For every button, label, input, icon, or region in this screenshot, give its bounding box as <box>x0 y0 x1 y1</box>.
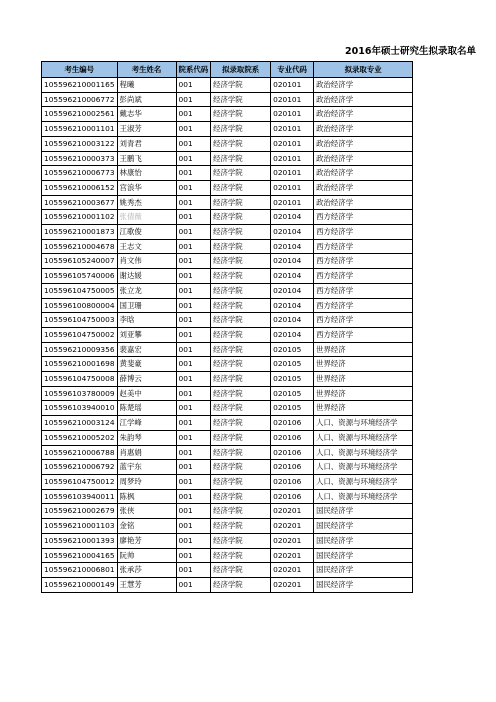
cell-candidate-name: 裴嘉宏 <box>117 342 176 357</box>
cell-candidate-name: 姚秀杰 <box>117 195 176 210</box>
cell-candidate-name: 周梦玲 <box>117 474 176 489</box>
cell-major: 政治经济学 <box>314 107 413 122</box>
table-row <box>42 460 413 475</box>
cell-candidate-id: 105596210000149 <box>42 577 118 592</box>
cell-major-code: 020104 <box>271 239 314 254</box>
cell-department-code: 001 <box>176 269 211 284</box>
cell-candidate-name: 阮帅 <box>117 548 176 563</box>
table-row <box>42 283 413 298</box>
table-row <box>42 548 413 563</box>
cell-candidate-name: 李晗 <box>117 313 176 328</box>
table-row <box>42 563 413 578</box>
cell-department: 经济学院 <box>211 269 271 284</box>
cell-department-code: 001 <box>176 548 211 563</box>
cell-department: 经济学院 <box>211 504 271 519</box>
cell-department: 经济学院 <box>211 460 271 475</box>
table-row <box>42 342 413 357</box>
cell-major: 西方经济学 <box>314 313 413 328</box>
cell-major: 国民经济学 <box>314 577 413 592</box>
cell-department: 经济学院 <box>211 254 271 269</box>
cell-candidate-id: 105596104750012 <box>42 474 118 489</box>
cell-department-code: 001 <box>176 386 211 401</box>
cell-candidate-id: 105596210004678 <box>42 239 118 254</box>
cell-candidate-name: 林康怡 <box>117 166 176 181</box>
cell-department-code: 001 <box>176 577 211 592</box>
cell-department-code: 001 <box>176 372 211 387</box>
table-row <box>42 151 413 166</box>
cell-candidate-id: 105596210000373 <box>42 151 118 166</box>
cell-major-code: 020104 <box>271 210 314 225</box>
cell-department: 经济学院 <box>211 577 271 592</box>
cell-major-code: 020101 <box>271 78 314 93</box>
cell-candidate-id: 105596103780009 <box>42 386 118 401</box>
cell-major: 国民经济学 <box>314 548 413 563</box>
cell-candidate-id: 105596104750008 <box>42 372 118 387</box>
cell-major: 政治经济学 <box>314 136 413 151</box>
table-row <box>42 474 413 489</box>
cell-major: 人口、资源与环境经济学 <box>314 489 413 504</box>
cell-department-code: 001 <box>176 533 211 548</box>
cell-candidate-id: 105596210006788 <box>42 445 118 460</box>
cell-candidate-name: 程曦 <box>117 78 176 93</box>
cell-department-code: 001 <box>176 210 211 225</box>
cell-candidate-name: 王鹏飞 <box>117 151 176 166</box>
table-row <box>42 239 413 254</box>
cell-candidate-id: 105596210001873 <box>42 225 118 240</box>
cell-major: 西方经济学 <box>314 239 413 254</box>
table-row <box>42 327 413 342</box>
cell-department: 经济学院 <box>211 107 271 122</box>
table-row <box>42 180 413 195</box>
table-header-row <box>42 62 413 78</box>
table-row <box>42 78 413 93</box>
cell-major-code: 020101 <box>271 180 314 195</box>
header-major: 拟录取专业 <box>314 62 413 78</box>
cell-candidate-id: 105596210003124 <box>42 416 118 431</box>
cell-major-code: 020106 <box>271 489 314 504</box>
cell-major-code: 020105 <box>271 372 314 387</box>
cell-candidate-id: 105596105740006 <box>42 269 118 284</box>
cell-department-code: 001 <box>176 166 211 181</box>
cell-department: 经济学院 <box>211 136 271 151</box>
cell-major: 国民经济学 <box>314 519 413 534</box>
cell-department-code: 001 <box>176 445 211 460</box>
cell-major-code: 020201 <box>271 577 314 592</box>
cell-major-code: 020104 <box>271 269 314 284</box>
cell-department-code: 001 <box>176 122 211 137</box>
cell-major: 政治经济学 <box>314 166 413 181</box>
cell-major-code: 020101 <box>271 151 314 166</box>
cell-major-code: 020201 <box>271 504 314 519</box>
cell-major: 政治经济学 <box>314 151 413 166</box>
header-candidate-name: 考生姓名 <box>117 62 176 78</box>
cell-major: 西方经济学 <box>314 269 413 284</box>
table-row <box>42 357 413 372</box>
cell-department-code: 001 <box>176 283 211 298</box>
cell-major-code: 020106 <box>271 416 314 431</box>
cell-department: 经济学院 <box>211 445 271 460</box>
cell-department: 经济学院 <box>211 313 271 328</box>
cell-major-code: 020106 <box>271 460 314 475</box>
cell-major: 政治经济学 <box>314 92 413 107</box>
cell-department-code: 001 <box>176 78 211 93</box>
cell-major: 世界经济 <box>314 372 413 387</box>
cell-major-code: 020101 <box>271 136 314 151</box>
cell-candidate-name: 赵美中 <box>117 386 176 401</box>
cell-department: 经济学院 <box>211 416 271 431</box>
table-row <box>42 519 413 534</box>
cell-major: 国民经济学 <box>314 563 413 578</box>
cell-candidate-name: 肖惠娟 <box>117 445 176 460</box>
cell-department: 经济学院 <box>211 563 271 578</box>
cell-major: 政治经济学 <box>314 122 413 137</box>
table-row <box>42 166 413 181</box>
cell-candidate-name: 王志文 <box>117 239 176 254</box>
cell-department-code: 001 <box>176 489 211 504</box>
cell-department-code: 001 <box>176 151 211 166</box>
cell-candidate-id: 105596210003122 <box>42 136 118 151</box>
table-row <box>42 533 413 548</box>
cell-candidate-name: 张倩薇 <box>117 210 176 225</box>
cell-major: 西方经济学 <box>314 210 413 225</box>
cell-department: 经济学院 <box>211 548 271 563</box>
header-candidate-id: 考生编号 <box>42 62 118 78</box>
cell-department: 经济学院 <box>211 430 271 445</box>
cell-major-code: 020101 <box>271 107 314 122</box>
cell-department-code: 001 <box>176 313 211 328</box>
table-row <box>42 298 413 313</box>
cell-candidate-id: 105596210001165 <box>42 78 118 93</box>
cell-department: 经济学院 <box>211 225 271 240</box>
header-department-code: 院系代码 <box>176 62 211 78</box>
cell-candidate-name: 谢达媛 <box>117 269 176 284</box>
cell-candidate-name: 薛博云 <box>117 372 176 387</box>
cell-major: 人口、资源与环境经济学 <box>314 430 413 445</box>
cell-candidate-id: 105596210006801 <box>42 563 118 578</box>
cell-major-code: 020104 <box>271 283 314 298</box>
cell-department: 经济学院 <box>211 401 271 416</box>
cell-department: 经济学院 <box>211 92 271 107</box>
cell-department-code: 001 <box>176 298 211 313</box>
cell-candidate-id: 105596103940010 <box>42 401 118 416</box>
table-row <box>42 269 413 284</box>
cell-candidate-id: 105596210001103 <box>42 519 118 534</box>
table-row <box>42 386 413 401</box>
cell-department-code: 001 <box>176 107 211 122</box>
cell-major-code: 020101 <box>271 166 314 181</box>
cell-department-code: 001 <box>176 430 211 445</box>
table-row <box>42 504 413 519</box>
cell-department: 经济学院 <box>211 195 271 210</box>
cell-department-code: 001 <box>176 254 211 269</box>
cell-candidate-id: 105596210001102 <box>42 210 118 225</box>
header-department: 拟录取院系 <box>211 62 271 78</box>
table-row <box>42 254 413 269</box>
cell-candidate-id: 105596104750002 <box>42 327 118 342</box>
table-row <box>42 107 413 122</box>
cell-department-code: 001 <box>176 563 211 578</box>
cell-major-code: 020105 <box>271 401 314 416</box>
cell-department-code: 001 <box>176 416 211 431</box>
cell-department-code: 001 <box>176 327 211 342</box>
cell-major-code: 020101 <box>271 92 314 107</box>
cell-candidate-name: 王淑芳 <box>117 122 176 137</box>
cell-major-code: 020105 <box>271 386 314 401</box>
cell-department: 经济学院 <box>211 180 271 195</box>
cell-candidate-id: 105596210002679 <box>42 504 118 519</box>
cell-major-code: 020106 <box>271 445 314 460</box>
table-row <box>42 92 413 107</box>
cell-major-code: 020201 <box>271 519 314 534</box>
table-row <box>42 210 413 225</box>
cell-department-code: 001 <box>176 239 211 254</box>
cell-candidate-name: 彭尚斌 <box>117 92 176 107</box>
cell-candidate-name: 陈楚瑶 <box>117 401 176 416</box>
cell-candidate-name: 朱韵琴 <box>117 430 176 445</box>
table-row <box>42 445 413 460</box>
cell-candidate-name: 王慧芳 <box>117 577 176 592</box>
cell-department: 经济学院 <box>211 533 271 548</box>
cell-department-code: 001 <box>176 474 211 489</box>
table-row <box>42 122 413 137</box>
cell-major-code: 020104 <box>271 313 314 328</box>
cell-department: 经济学院 <box>211 386 271 401</box>
cell-department-code: 001 <box>176 357 211 372</box>
page-title: 2016年硕士研究生拟录取名单 <box>345 46 476 57</box>
cell-candidate-id: 105596210001698 <box>42 357 118 372</box>
cell-candidate-name: 江歌俊 <box>117 225 176 240</box>
cell-department: 经济学院 <box>211 489 271 504</box>
cell-candidate-name: 张承莎 <box>117 563 176 578</box>
cell-major-code: 020105 <box>271 342 314 357</box>
cell-candidate-id: 105596105240007 <box>42 254 118 269</box>
cell-major: 西方经济学 <box>314 225 413 240</box>
cell-candidate-id: 105596210003677 <box>42 195 118 210</box>
cell-department: 经济学院 <box>211 327 271 342</box>
cell-department: 经济学院 <box>211 283 271 298</box>
cell-department: 经济学院 <box>211 210 271 225</box>
cell-candidate-name: 江学峰 <box>117 416 176 431</box>
cell-candidate-name: 金铭 <box>117 519 176 534</box>
cell-major: 西方经济学 <box>314 327 413 342</box>
cell-major: 国民经济学 <box>314 504 413 519</box>
table-body <box>42 78 413 593</box>
cell-major-code: 020201 <box>271 533 314 548</box>
cell-major: 政治经济学 <box>314 180 413 195</box>
cell-major: 世界经济 <box>314 386 413 401</box>
cell-major: 政治经济学 <box>314 78 413 93</box>
cell-department: 经济学院 <box>211 78 271 93</box>
cell-candidate-id: 105596210005202 <box>42 430 118 445</box>
cell-candidate-id: 105596104750005 <box>42 283 118 298</box>
cell-major: 西方经济学 <box>314 254 413 269</box>
cell-candidate-name: 张侠 <box>117 504 176 519</box>
cell-major-code: 020104 <box>271 225 314 240</box>
cell-department-code: 001 <box>176 225 211 240</box>
cell-major: 世界经济 <box>314 401 413 416</box>
table-row <box>42 195 413 210</box>
cell-major: 西方经济学 <box>314 298 413 313</box>
table-row <box>42 313 413 328</box>
cell-candidate-name: 廖艳芳 <box>117 533 176 548</box>
cell-candidate-name: 黄斐豪 <box>117 357 176 372</box>
cell-major: 西方经济学 <box>314 283 413 298</box>
cell-department-code: 001 <box>176 504 211 519</box>
cell-candidate-id: 105596210006773 <box>42 166 118 181</box>
cell-department-code: 001 <box>176 342 211 357</box>
cell-candidate-name: 肖文伟 <box>117 254 176 269</box>
cell-candidate-id: 105596210001393 <box>42 533 118 548</box>
table-row <box>42 372 413 387</box>
cell-candidate-id: 105596210006792 <box>42 460 118 475</box>
cell-candidate-id: 105596210001101 <box>42 122 118 137</box>
table-row <box>42 577 413 592</box>
cell-candidate-name: 国卫珊 <box>117 298 176 313</box>
cell-major-code: 020106 <box>271 474 314 489</box>
cell-candidate-id: 105596104750003 <box>42 313 118 328</box>
cell-department-code: 001 <box>176 460 211 475</box>
cell-department: 经济学院 <box>211 298 271 313</box>
cell-department: 经济学院 <box>211 519 271 534</box>
cell-department-code: 001 <box>176 180 211 195</box>
cell-department-code: 001 <box>176 401 211 416</box>
cell-major-code: 020104 <box>271 254 314 269</box>
cell-major-code: 020201 <box>271 563 314 578</box>
cell-candidate-id: 105596103940011 <box>42 489 118 504</box>
cell-major-code: 020101 <box>271 195 314 210</box>
cell-major: 世界经济 <box>314 342 413 357</box>
cell-major-code: 020101 <box>271 122 314 137</box>
table-row <box>42 225 413 240</box>
cell-department-code: 001 <box>176 92 211 107</box>
cell-department: 经济学院 <box>211 372 271 387</box>
header-major-code: 专业代码 <box>271 62 314 78</box>
cell-department: 经济学院 <box>211 474 271 489</box>
cell-major-code: 020104 <box>271 298 314 313</box>
cell-major-code: 020106 <box>271 430 314 445</box>
table-row <box>42 401 413 416</box>
cell-candidate-id: 105596210004165 <box>42 548 118 563</box>
cell-department: 经济学院 <box>211 122 271 137</box>
cell-major: 人口、资源与环境经济学 <box>314 445 413 460</box>
table-row <box>42 430 413 445</box>
cell-department-code: 001 <box>176 136 211 151</box>
cell-major: 人口、资源与环境经济学 <box>314 416 413 431</box>
cell-candidate-id: 105596210002561 <box>42 107 118 122</box>
cell-department-code: 001 <box>176 195 211 210</box>
cell-major: 政治经济学 <box>314 195 413 210</box>
cell-department-code: 001 <box>176 519 211 534</box>
cell-candidate-name: 刘亚攀 <box>117 327 176 342</box>
cell-candidate-name: 戴志华 <box>117 107 176 122</box>
admission-table <box>41 61 413 593</box>
cell-candidate-id: 105596100800004 <box>42 298 118 313</box>
cell-candidate-id: 105596210009356 <box>42 342 118 357</box>
table-row <box>42 136 413 151</box>
cell-department: 经济学院 <box>211 166 271 181</box>
cell-major: 人口、资源与环境经济学 <box>314 460 413 475</box>
cell-department: 经济学院 <box>211 151 271 166</box>
cell-major-code: 020201 <box>271 548 314 563</box>
cell-major-code: 020104 <box>271 327 314 342</box>
table-row <box>42 489 413 504</box>
cell-department: 经济学院 <box>211 357 271 372</box>
cell-major: 国民经济学 <box>314 533 413 548</box>
cell-major-code: 020105 <box>271 357 314 372</box>
cell-candidate-name: 张立龙 <box>117 283 176 298</box>
cell-candidate-name: 陈枫 <box>117 489 176 504</box>
cell-candidate-name: 刘青君 <box>117 136 176 151</box>
cell-department: 经济学院 <box>211 342 271 357</box>
cell-candidate-id: 105596210006152 <box>42 180 118 195</box>
cell-candidate-id: 105596210006772 <box>42 92 118 107</box>
cell-major: 世界经济 <box>314 357 413 372</box>
cell-major: 人口、资源与环境经济学 <box>314 474 413 489</box>
cell-candidate-name: 宫浪华 <box>117 180 176 195</box>
cell-candidate-name: 蓝宇东 <box>117 460 176 475</box>
table-row <box>42 416 413 431</box>
cell-department: 经济学院 <box>211 239 271 254</box>
